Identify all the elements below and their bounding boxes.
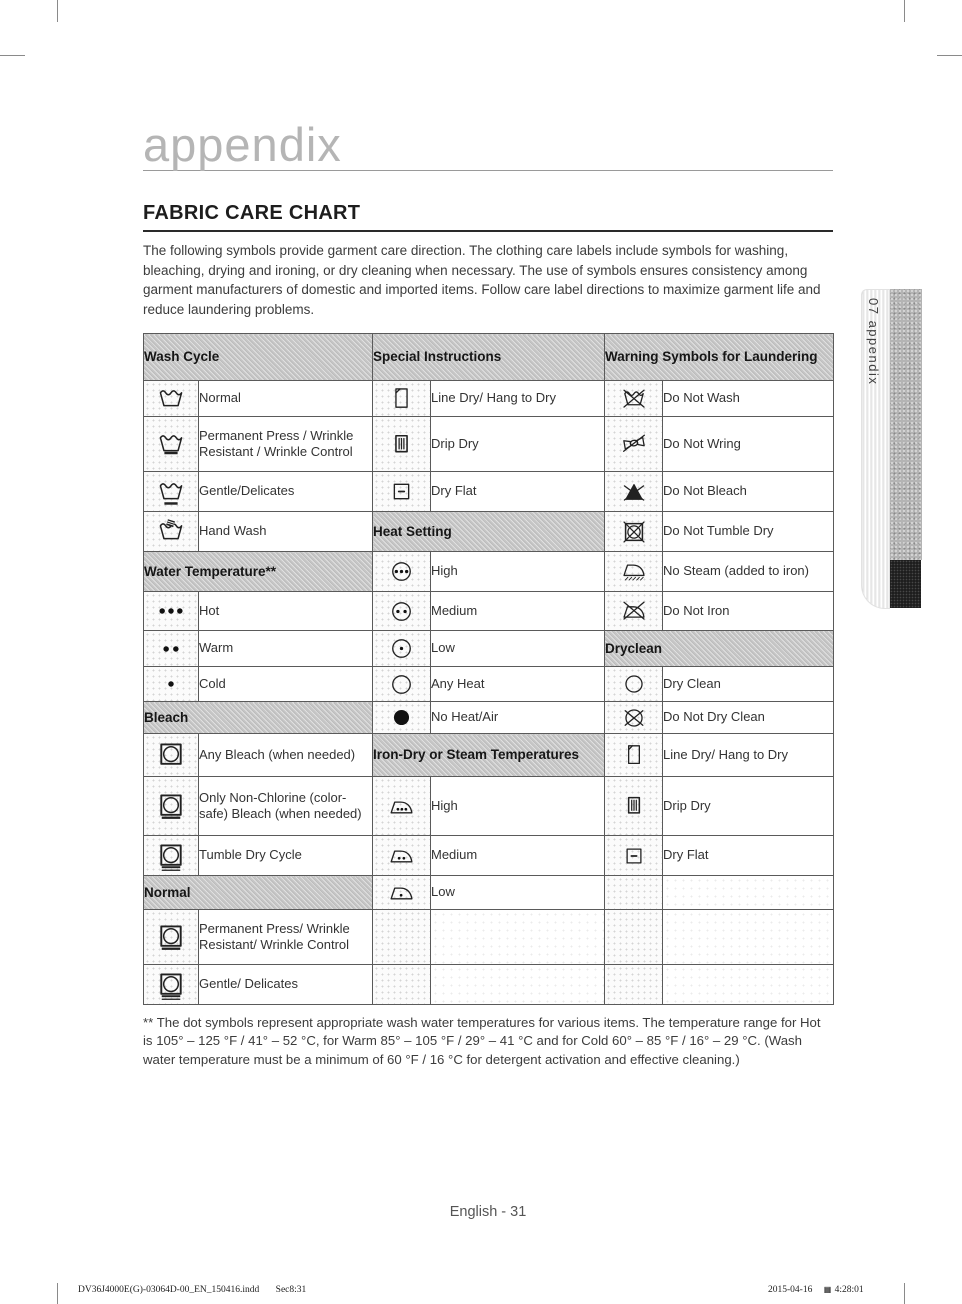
- footer-time: 4:28:01: [834, 1285, 864, 1295]
- care-label: Hand Wash: [199, 512, 373, 552]
- care-label: Drip Dry: [663, 777, 834, 836]
- care-label: Permanent Press / Wrinkle Resistant / Wrinkle Control: [199, 417, 373, 472]
- icon-cell: [605, 381, 663, 417]
- icon-cell: [605, 734, 663, 777]
- drip-dry-icon: [621, 793, 647, 819]
- table-row: [144, 836, 834, 876]
- empty-icon-cell: [605, 910, 663, 965]
- footer-date: 2015-04-16: [768, 1285, 813, 1295]
- care-label: Medium: [431, 592, 605, 631]
- section-title: FABRIC CARE CHART: [143, 202, 361, 225]
- column-header-warning-symbols: Warning Symbols for Laundering: [605, 334, 834, 381]
- icon-cell: [144, 734, 199, 777]
- empty-icon-cell: [605, 876, 663, 910]
- icon-cell: [373, 417, 431, 472]
- tumble-gentle-icon: [156, 970, 186, 1000]
- icon-cell: [373, 702, 431, 734]
- fabric-care-table-body: [144, 381, 834, 1005]
- drip-dry-icon: [388, 431, 415, 458]
- crop-mark-top-left-v: [57, 0, 58, 22]
- water-hot-icon: [156, 596, 186, 626]
- fabric-care-table: [143, 333, 834, 1005]
- table-row: [144, 512, 834, 552]
- empty-icon-cell: [605, 965, 663, 1005]
- dry-flat-icon: [388, 478, 415, 505]
- icon-cell: [144, 472, 199, 512]
- icon-cell: [144, 592, 199, 631]
- page-number-label: English - 31: [449, 1204, 527, 1220]
- side-tab-label: 07 appendix: [866, 298, 881, 386]
- icon-cell: [373, 552, 431, 592]
- do-not-iron-icon: [621, 598, 647, 624]
- table-row: [144, 381, 834, 417]
- icon-cell: [605, 512, 663, 552]
- empty-label-cell: [663, 910, 834, 965]
- table-subheader: Dryclean: [605, 631, 834, 667]
- icon-cell: [605, 552, 663, 592]
- footer-file-info: [78, 1285, 306, 1295]
- table-row: [144, 417, 834, 472]
- column-header-wash-cycle: Wash Cycle: [144, 334, 373, 381]
- heat-high-icon: [388, 558, 415, 585]
- footer-timestamp: [768, 1285, 864, 1295]
- temperature-footnote: ** The dot symbols represent appropriate wash water temperatures for various items. The temperature range for Hot is 105° – 125 °F / 41° – 52 °C, for Warm 85° – 105 °F / 29° – 41 °C and for Cold 60° – 85 °F / 16° – 29 °C. (Wash water temperature must be a minimum of 60 °F / 16 °C for detergent activation and effective cleaning.): [143, 1015, 821, 1067]
- care-label: Do Not Wash: [663, 381, 834, 417]
- wash-normal-icon: [156, 384, 186, 414]
- table-subheader: Normal: [144, 876, 373, 910]
- icon-cell: [373, 472, 431, 512]
- care-label: Tumble Dry Cycle: [199, 836, 373, 876]
- icon-cell: [144, 381, 199, 417]
- heat-low-icon: [388, 635, 415, 662]
- care-label: Low: [431, 631, 605, 667]
- column-header-special-instructions: Special Instructions: [373, 334, 605, 381]
- care-label: Permanent Press/ Wrinkle Resistant/ Wrinkle Control: [199, 910, 373, 965]
- care-label: No Heat/Air: [431, 702, 605, 734]
- line-dry-icon: [388, 385, 415, 412]
- icon-cell: [605, 417, 663, 472]
- care-label: No Steam (added to iron): [663, 552, 834, 592]
- care-label: Only Non-Chlorine (color-safe) Bleach (when needed): [199, 777, 373, 836]
- care-label: Do Not Bleach: [663, 472, 834, 512]
- icon-cell: [605, 836, 663, 876]
- do-not-wring-icon: [621, 431, 647, 457]
- icon-cell: [144, 965, 199, 1005]
- am-pm-glyph-icon: ▦: [823, 1285, 832, 1294]
- dry-clean-icon: [621, 671, 647, 697]
- wash-permanent-press-icon: [156, 429, 186, 459]
- table-row: [144, 667, 834, 702]
- do-not-bleach-icon: [621, 479, 647, 505]
- table-row: [144, 876, 834, 910]
- care-label: Gentle/Delicates: [199, 472, 373, 512]
- icon-cell: [605, 702, 663, 734]
- empty-label-cell: [663, 876, 834, 910]
- heat-none-icon: [388, 704, 415, 731]
- heat-any-icon: [388, 671, 415, 698]
- crop-mark-top-left-h: [0, 55, 25, 56]
- care-label: Do Not Dry Clean: [663, 702, 834, 734]
- chapter-title-rule: [143, 120, 833, 171]
- wash-gentle-icon: [156, 477, 186, 507]
- print-footer: [0, 1285, 962, 1299]
- table-header-row: [144, 334, 834, 381]
- icon-cell: [373, 631, 431, 667]
- care-label: Low: [431, 876, 605, 910]
- icon-cell: [144, 777, 199, 836]
- icon-cell: [144, 417, 199, 472]
- table-row: [144, 777, 834, 836]
- care-label: Any Bleach (when needed): [199, 734, 373, 777]
- icon-cell: [144, 910, 199, 965]
- no-steam-icon: [621, 559, 647, 585]
- heat-medium-icon: [388, 598, 415, 625]
- table-row: [144, 592, 834, 631]
- table-subheader: Iron-Dry or Steam Temperatures: [373, 734, 605, 777]
- care-label: Do Not Tumble Dry: [663, 512, 834, 552]
- bleach-non-chlorine-icon: [156, 791, 186, 821]
- care-label: Dry Clean: [663, 667, 834, 702]
- dry-flat-icon: [621, 843, 647, 869]
- iron-medium-icon: [388, 842, 415, 869]
- section-heading-rule: [143, 202, 833, 232]
- empty-label-cell: [431, 965, 605, 1005]
- table-row: [144, 702, 834, 734]
- icon-cell: [373, 592, 431, 631]
- chapter-title: appendix: [143, 118, 342, 171]
- table-row: [144, 734, 834, 777]
- table-row: [144, 910, 834, 965]
- do-not-tumble-dry-icon: [621, 519, 647, 545]
- side-tab-black-block: [890, 560, 921, 608]
- water-cold-icon: [156, 669, 186, 699]
- care-label: Hot: [199, 592, 373, 631]
- care-label: Any Heat: [431, 667, 605, 702]
- footer-section-ref: Sec8:31: [275, 1285, 307, 1295]
- hand-wash-icon: [156, 517, 186, 547]
- table-subheader: Water Temperature**: [144, 552, 373, 592]
- care-label: Gentle/ Delicates: [199, 965, 373, 1005]
- crop-mark-top-right-v: [904, 0, 905, 22]
- icon-cell: [373, 876, 431, 910]
- tumble-dry-cycle-icon: [156, 841, 186, 871]
- icon-cell: [373, 667, 431, 702]
- empty-icon-cell: [373, 965, 431, 1005]
- care-label: Do Not Iron: [663, 592, 834, 631]
- icon-cell: [373, 836, 431, 876]
- care-label: Line Dry/ Hang to Dry: [663, 734, 834, 777]
- table-row: [144, 552, 834, 592]
- care-label: Cold: [199, 667, 373, 702]
- care-label: Drip Dry: [431, 417, 605, 472]
- crop-mark-top-right-h: [937, 55, 962, 56]
- iron-low-icon: [388, 879, 415, 906]
- iron-high-icon: [388, 793, 415, 820]
- footer-file-name: DV36J4000E(G)-03064D-00_EN_150416.indd: [78, 1285, 260, 1295]
- intro-paragraph: The following symbols provide garment care direction. The clothing care labels include symbols for washing, bleaching, drying and ironing, or dry cleaning when necessary. The use of symbols ensures consistency among garment manufacturers of domestic and imported items. Follow care label directions to maximize garment life and reduce laundering problems.: [143, 243, 821, 318]
- table-row: [144, 631, 834, 667]
- bleach-any-icon: [156, 740, 186, 770]
- empty-label-cell: [663, 965, 834, 1005]
- care-label: Dry Flat: [663, 836, 834, 876]
- table-row: [144, 965, 834, 1005]
- icon-cell: [144, 836, 199, 876]
- care-label: Warm: [199, 631, 373, 667]
- care-label: Line Dry/ Hang to Dry: [431, 381, 605, 417]
- care-label: High: [431, 552, 605, 592]
- icon-cell: [605, 667, 663, 702]
- do-not-dry-clean-icon: [621, 705, 647, 731]
- chapter-side-tab: [861, 289, 922, 609]
- water-warm-icon: [156, 634, 186, 664]
- icon-cell: [144, 512, 199, 552]
- empty-icon-cell: [373, 910, 431, 965]
- table-row: [144, 472, 834, 512]
- icon-cell: [373, 777, 431, 836]
- icon-cell: [605, 777, 663, 836]
- do-not-wash-icon: [621, 386, 647, 412]
- line-dry-icon: [621, 742, 647, 768]
- icon-cell: [605, 592, 663, 631]
- icon-cell: [373, 381, 431, 417]
- care-label: Dry Flat: [431, 472, 605, 512]
- icon-cell: [144, 667, 199, 702]
- table-subheader: Heat Setting: [373, 512, 605, 552]
- care-label: Normal: [199, 381, 373, 417]
- table-subheader: Bleach: [144, 702, 373, 734]
- tumble-permanent-press-icon: [156, 922, 186, 952]
- icon-cell: [605, 472, 663, 512]
- icon-cell: [144, 631, 199, 667]
- page-content: [143, 0, 833, 1082]
- side-tab-gray-band: [890, 289, 922, 560]
- care-label: Medium: [431, 836, 605, 876]
- care-label: Do Not Wring: [663, 417, 834, 472]
- care-label: High: [431, 777, 605, 836]
- empty-label-cell: [431, 910, 605, 965]
